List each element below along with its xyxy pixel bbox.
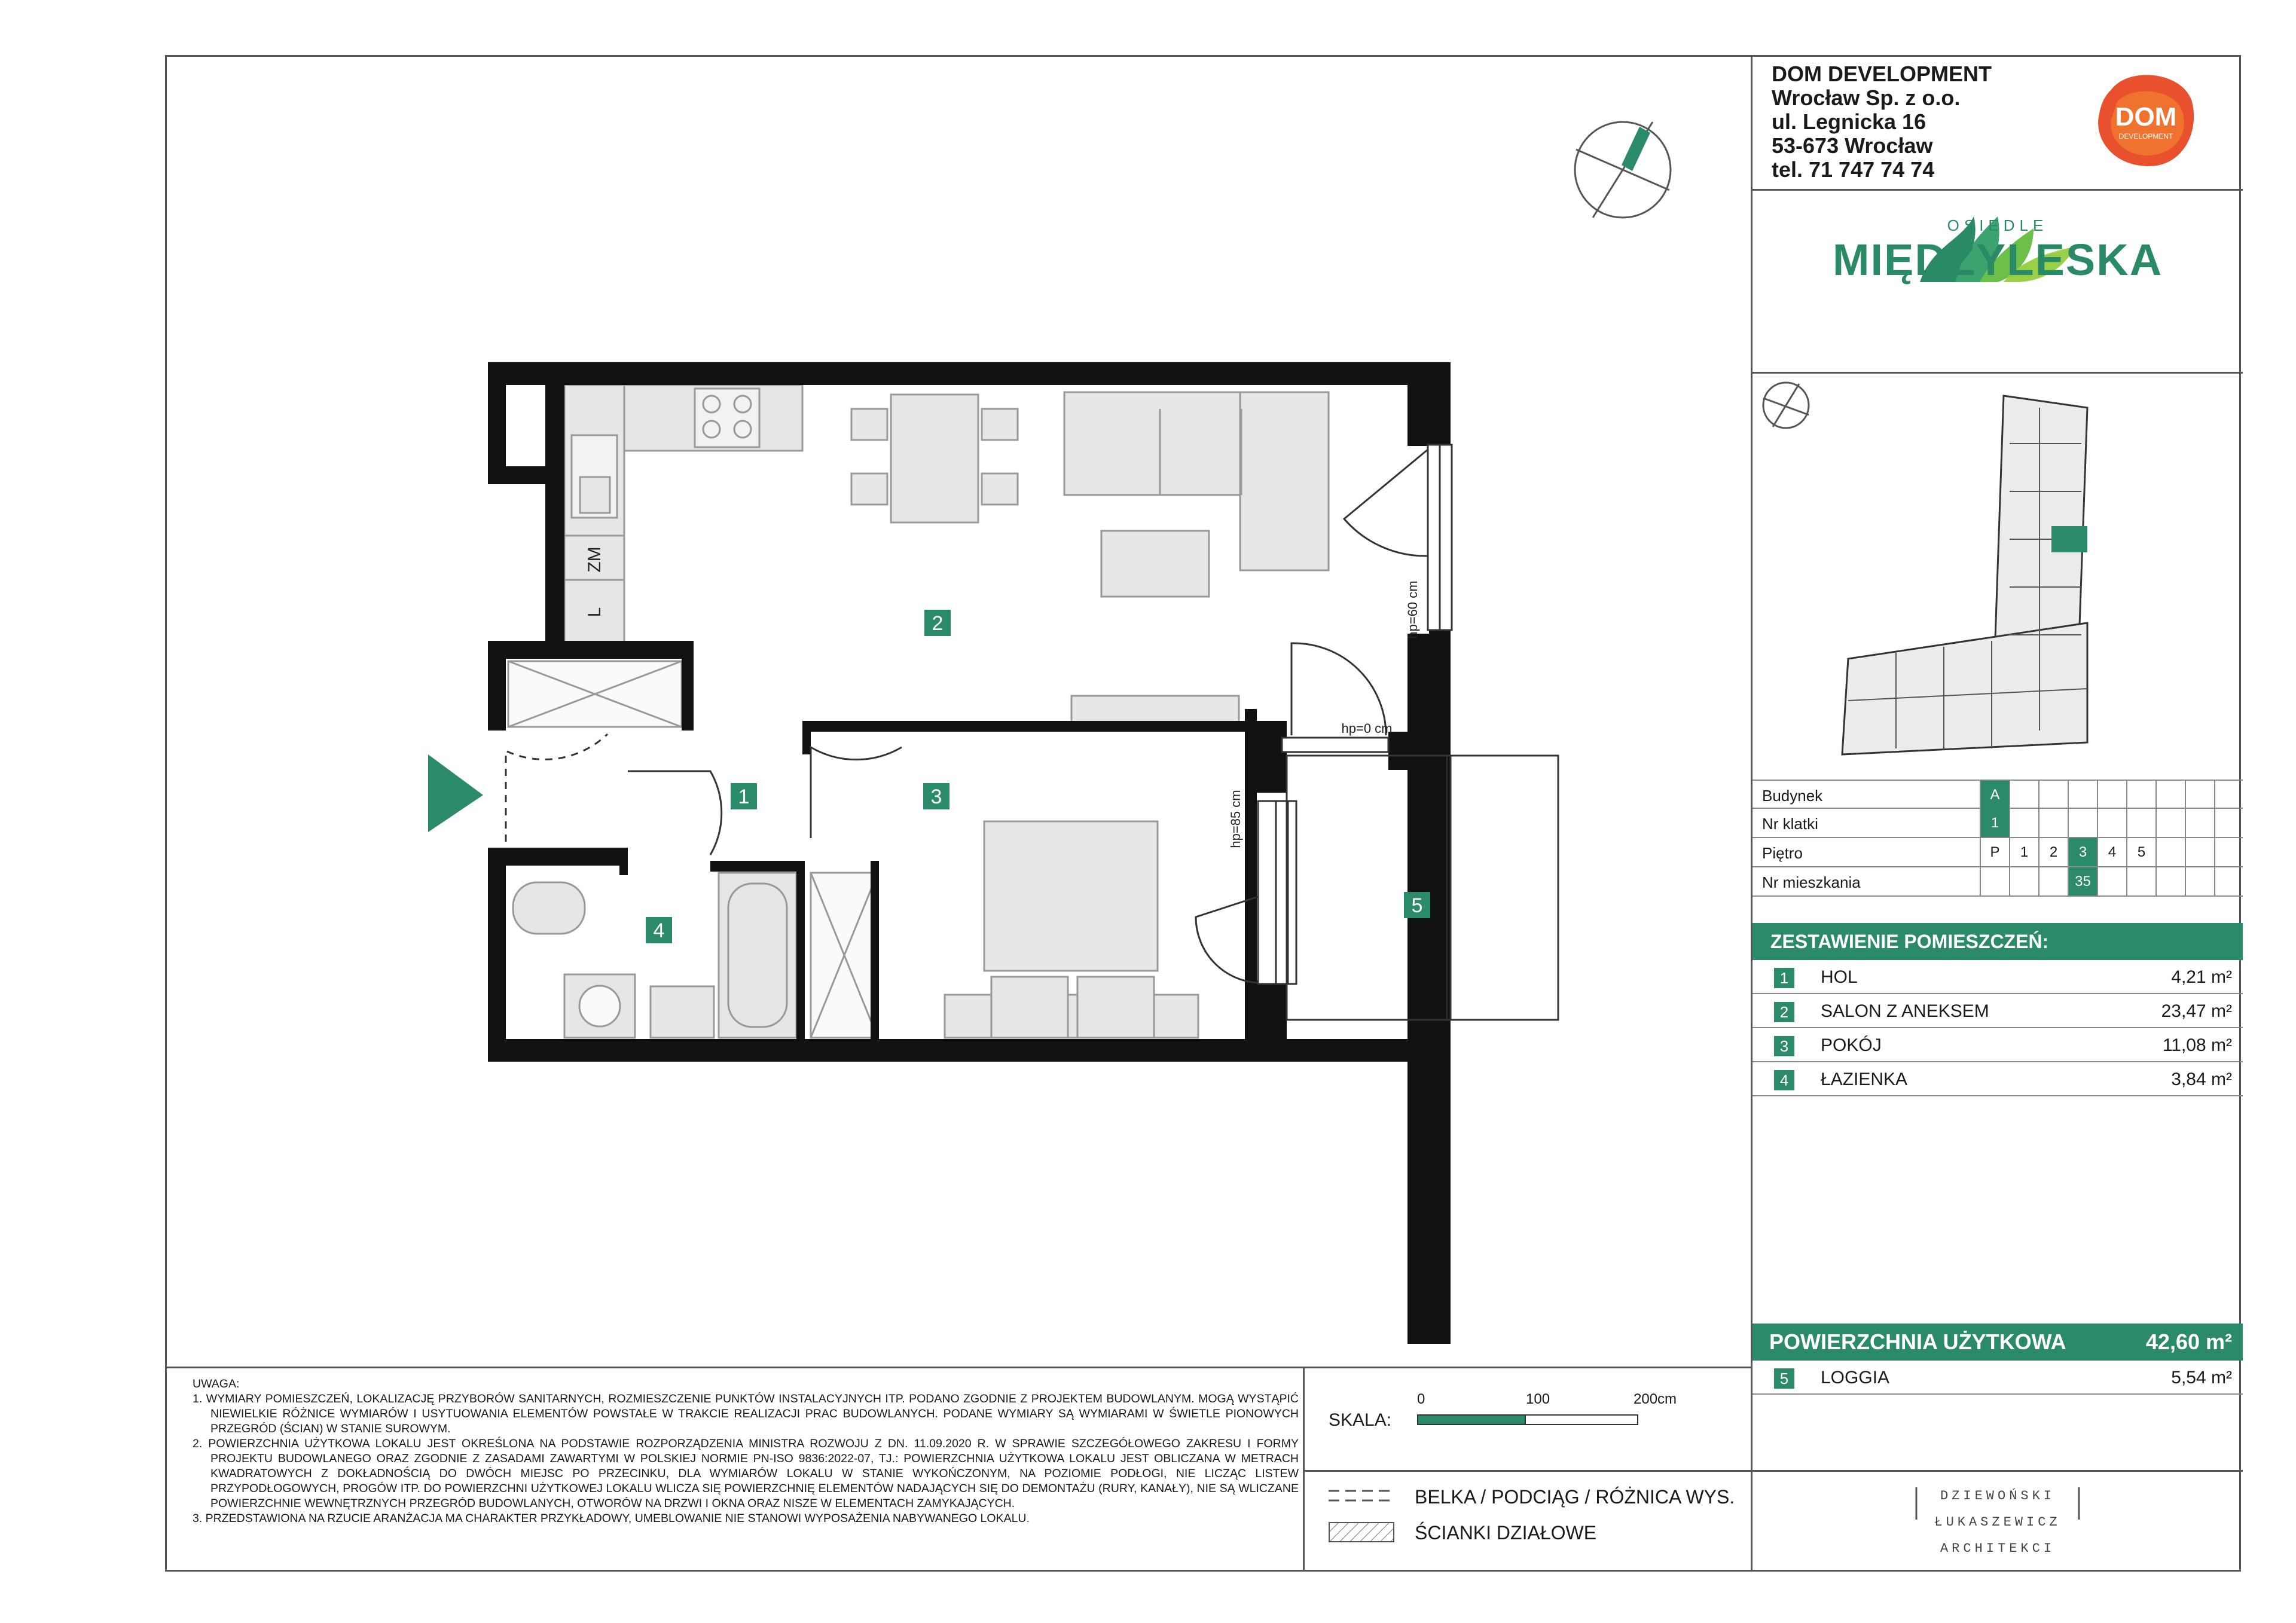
dom-development-logo [2093,66,2201,173]
legend-walls: ŚCIANKI DZIAŁOWE [1415,1522,1597,1543]
legend-section [1305,1470,1751,1572]
notes-title: UWAGA: [193,1377,240,1390]
building-value: A [1980,781,2009,809]
scale-label: SKALA: [1329,1410,1392,1430]
usable-area-label: POWIERZCHNIA UŻYTKOWA [1769,1329,2066,1354]
scale-tick-100: 100 [1526,1391,1550,1407]
north-arrow-icon [1575,122,1671,218]
floor-1: 1 [2009,838,2038,866]
stair-label: Nr klatki [1762,815,1818,833]
room-row: 1 HOL 4,21 m² [1752,960,2243,994]
company-city: 53-673 Wrocław [1772,133,1933,158]
floor-label: Piętro [1762,844,1803,862]
apartment-label: Nr mieszkania [1762,873,1861,891]
scale-bar [1417,1413,1644,1426]
room-label-3: 3 [930,785,942,808]
loggia-row: 5 LOGGIA 5,54 m² [1752,1361,2243,1395]
svg-text:DZIEWOŃSKI: DZIEWOŃSKI [1940,1488,2056,1503]
floor-4: 4 [2097,838,2126,866]
partition-hatch-icon [1329,1522,1394,1542]
scale-tick-0: 0 [1417,1391,1425,1407]
usable-area-value: 42,60 m² [2145,1329,2232,1354]
floor-5: 5 [2126,838,2155,866]
stair-value: 1 [1980,809,2009,837]
company-info [1772,62,1992,182]
l-label: L [585,607,604,618]
furniture [508,385,1329,1038]
hp60-label: hp=60 cm [1405,580,1420,639]
room-label-1: 1 [738,785,750,808]
beam-line-icon [1329,1488,1394,1503]
title-block [1751,55,2241,1572]
building-label: Budynek [1762,787,1823,805]
note-1: 1. WYMIARY POMIESZCZEŃ, LOKALIZACJĘ PRZYBORÓW SANITARNYCH, ROZMIESZCZENIE PUNKTÓW INSTALACYJNYCH ITP. PODANO ZGODNIE Z PROJEKTEM BUDOWLANYM. MOGĄ WYSTĄPIĆ NIEWIELKIE RÓŻNICE WYMIARÓW I USYTUOWANIA ELEMENTÓW POWSTAŁE W TRAKCIE REALIZACJI PRAC BUDOWLANYCH. PODANE WYMIARY SĄ WYMIARAMI W ŚWIETLE PIONOWYCH PRZEGRÓD (ŚCIAN) W STANIE SUROWYM. [193,1392,1299,1435]
usable-area [1752,1324,2243,1361]
apartment-info-table [1752,780,2243,897]
floor-p: P [1980,838,2009,866]
company-name: DOM DEVELOPMENT [1772,62,1992,86]
project-name: MIĘDZYLESKA [1832,235,2163,285]
architect-logo [1908,1478,2087,1561]
room-row: 2 SALON Z ANEKSEM 23,47 m² [1752,994,2243,1028]
apartment-value: 35 [2068,867,2097,895]
svg-text:DEVELOPMENT: DEVELOPMENT [2118,132,2173,140]
hp0-label: hp=0 cm [1341,721,1393,736]
hp85-label: hp=85 cm [1228,790,1243,848]
note-2: 2. POWIERZCHNIA UŻYTKOWA LOKALU JEST OKREŚLONA NA PODSTAWIE ROZPORZĄDZENIA MINISTRA ROZWOJU Z DN. 11.09.2020 R. W SPRAWIE SZCZEGÓŁOWEGO ZAKRESU I FORMY PROJEKTU BUDOWLANEGO ORAZ ZGODNIE Z ZASADAMI ZAWARTYMI W POLSKIEJ NORMIE PN-ISO 9836:2022-07, TJ.: POWIERZCHNIA UŻYTKOWA LOKALU JEST OBLICZANA W METRACH KWADRATOWYCH Z DOKŁADNOŚCIĄ DO DWÓCH MIEJSC PO PRZECINKU, DLA WYMIARÓW LOKALU W STANIE WYKOŃCZONYM, NA POZIOMIE PODŁOGI, NIE LICZĄC LISTEW PRZYPODŁOGOWYCH, PROGÓW ITP. DO POWIERZCHNI UŻYTKOWEJ LOKALU WLICZA SIĘ POWIERZCHNIĘ ELEMENTÓW NADAJĄCYCH SIĘ DO DEMONTAŻU (RURY, KANAŁY), NIE SĄ WLICZANE POWIERZCHNIE WEWNĘTRZNYCH PRZEGRÓD BUDOWLANYCH, OTWORÓW NA DRZWI I OKNA ORAZ NISZE W ELEMENTACH ZAMYKAJĄCYCH. [193,1437,1299,1510]
room-label-4: 4 [653,919,665,942]
company-address: ul. Legnicka 16 [1772,109,1926,134]
scale-section [1305,1367,1751,1470]
zm-label: ZM [585,546,604,573]
room-label-5: 5 [1411,894,1423,917]
svg-text:DOM: DOM [2115,102,2177,132]
room-label-2: 2 [932,612,944,635]
project-sub: OSIEDLE [1947,216,2048,234]
scale-tick-200: 200cm [1634,1391,1677,1407]
north-arrow-small-icon [1763,383,1809,428]
company-phone: tel. 71 747 74 74 [1772,157,1935,182]
svg-text:ARCHITEKCI: ARCHITEKCI [1940,1541,2056,1556]
rooms-header: ZESTAWIENIE POMIESZCZEŃ: [1752,923,2243,960]
entrance-arrow-icon [428,754,483,832]
apartment-highlight [2051,526,2087,552]
room-row: 3 POKÓJ 11,08 m² [1752,1028,2243,1062]
svg-text:ŁUKASZEWICZ: ŁUKASZEWICZ [1934,1515,2061,1530]
room-row: 4 ŁAZIENKA 3,84 m² [1752,1062,2243,1096]
floor-3-selected: 3 [2068,838,2097,866]
note-3: 3. PRZEDSTAWIONA NA RZUCIE ARANŻACJA MA CHARAKTER PRZYKŁADOWY, UMEBLOWANIE NIE STANOWI WYPOSAŻENIA NABYWANEGO LOKALU. [193,1512,1030,1525]
notes-section [165,1367,1305,1572]
company-line2: Wrocław Sp. z o.o. [1772,85,1961,110]
key-plan [1752,372,2243,766]
legend-beam: BELKA / PODCIĄG / RÓŻNICA WYS. [1415,1486,1735,1508]
floor-2: 2 [2038,838,2068,866]
